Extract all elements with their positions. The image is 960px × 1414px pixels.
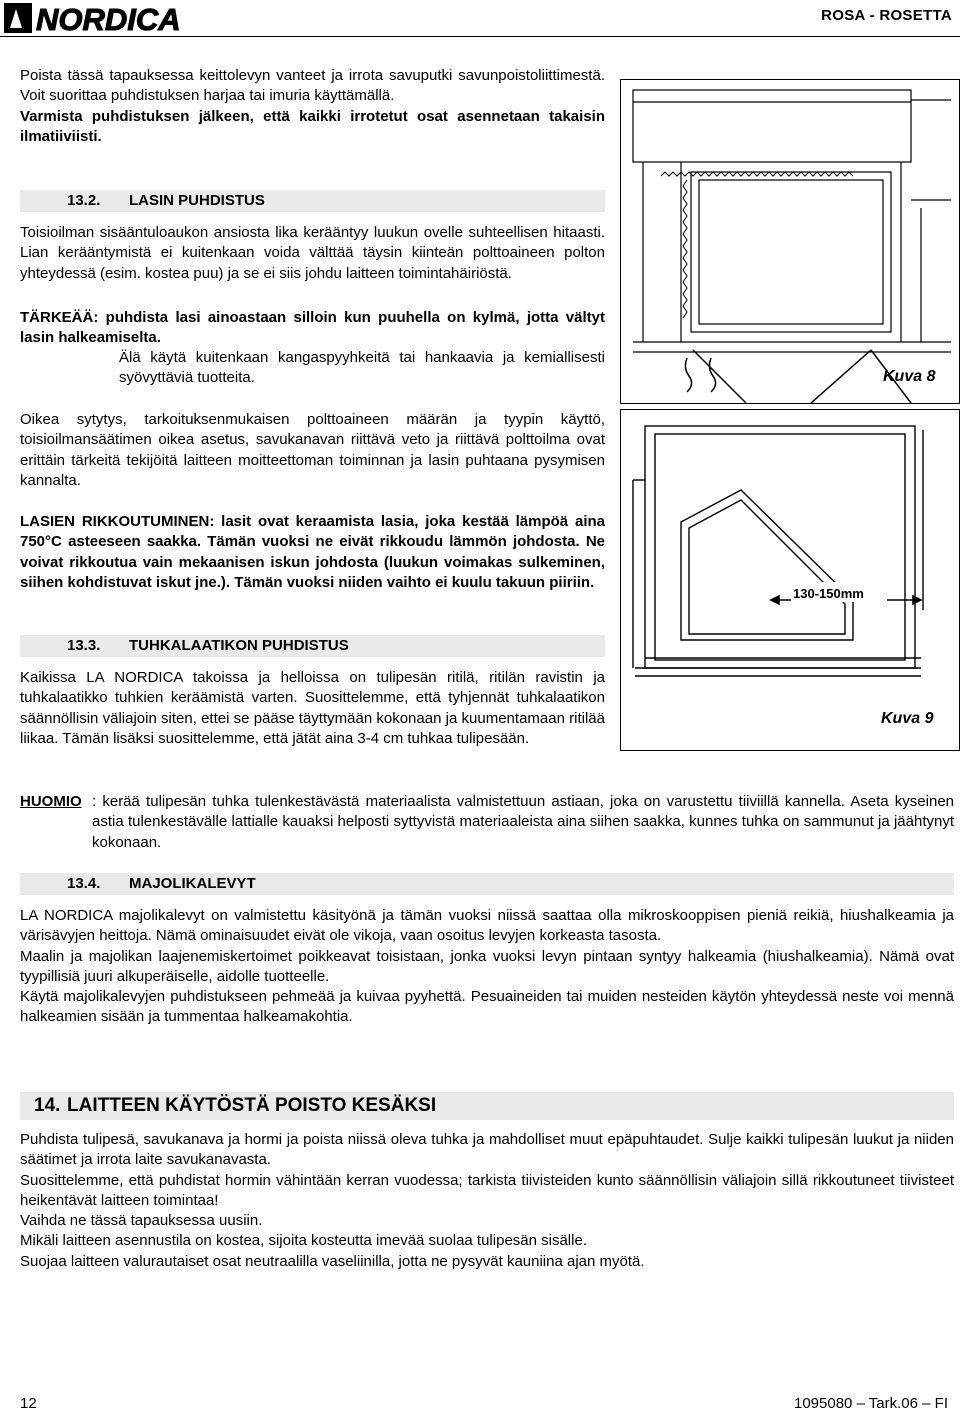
- section-title: LAITTEEN KÄYTÖSTÄ POISTO KESÄKSI: [67, 1095, 437, 1116]
- intro-block: [20, 66, 605, 147]
- figure-8-label: Kuva 8: [883, 368, 936, 385]
- nordica-logo: [0, 0, 190, 36]
- majolica-paragraph-3: Käytä majolikalevyjen puhdistukseen pehmeää ja kuivaa pyyhettä. Pesuaineiden tai muiden nesteiden käytön yhteydessä neste voi mennä halkeamien sisään ja tummentaa halkeamakohtia.: [20, 988, 954, 1026]
- note-label: HUOMIO: [20, 793, 82, 810]
- note-text-wrapper: [92, 792, 954, 853]
- section-title: TUHKALAATIKON PUHDISTUS: [129, 637, 349, 654]
- section-number: 13.2.: [67, 192, 101, 209]
- section-number: 13.4.: [67, 875, 101, 892]
- section-13-4-heading: [20, 873, 954, 895]
- important-bold-text: puhdista lasi ainoastaan silloin kun puuhella on kylmä, jotta vältyt lasin halkeamiselta.: [20, 309, 605, 347]
- important-note: [20, 308, 605, 349]
- header-rule: [0, 36, 960, 37]
- section-number: 13.3.: [67, 637, 101, 654]
- ignition-paragraph: Oikea sytytys, tarkoituksenmukaisen polttoaineen määrän ja tyypin käyttö, toisioilmansäätimen oikea asetus, savukanavan riittävä veto ja riittävä polttoilma ovat erittäin tärkeitä tekijöitä laitteen moitteettoman toiminnan ja lasin puhtaana pysymisen kannalta.: [20, 411, 605, 489]
- section-title: MAJOLIKALEVYT: [129, 875, 256, 892]
- ash-drawer-paragraph: Kaikissa LA NORDICA takoissa ja helloissa on tulipesän ritilä, ritilän ravistin ja tuhkalaatikko tuhkien keräämistä varten. Suosittelemme, että tyhjennät tuhkalaatikon säännöllisin väliajoin siten, ettei se pääse täyttymään kokonaan ja kuumentamaan ritilää liikaa. Tämän lisäksi suosittelemme, että jätät aina 3-4 cm tuhkaa tulipesään.: [20, 669, 605, 747]
- important-rest-text: Älä käytä kuitenkaan kangaspyyhkeitä tai hankaavia ja kemiallisesti syövyttäviä tuotteita.: [119, 349, 605, 387]
- summer-paragraph-2: Suosittelemme, että puhdistat hormin vähintään kerran vuodessa; tarkista tiivisteiden kunto säännöllisin väliajoin sillä rikkoutuneet tiivisteet heikentävät laitteen toimintaa!: [20, 1171, 954, 1209]
- document-title: ROSA - ROSETTA: [821, 7, 952, 24]
- note-text: [92, 792, 954, 853]
- summer-block: [20, 1130, 954, 1272]
- section-14-heading: [20, 1092, 954, 1120]
- majolica-paragraph-1: LA NORDICA majolikalevyt on valmistettu käsityönä ja tämän vuoksi niissä saattaa olla mikroskooppisen pieniä reikiä, hiushalkeamia ja värisävyjen heittoja. Nämä ominaisuudet eivät ole vikoja, vaan osoitus levyjen korkeasta tasosta.: [20, 907, 954, 945]
- logo-text: NORDICA: [36, 2, 181, 36]
- intro-paragraph-1: Poista tässä tapauksessa keittolevyn vanteet ja irrota savuputki savunpoistoliittimestä. Voit suorittaa puhdistuksen harjaa tai imuria käyttämällä.: [20, 67, 605, 105]
- section-title: LASIN PUHDISTUS: [129, 192, 265, 209]
- figure-9: [620, 409, 960, 751]
- important-label: TÄRKEÄÄ:: [20, 309, 99, 326]
- section-13-2-heading: [20, 190, 605, 212]
- summer-paragraph-4: Mikäli laitteen asennustila on kostea, sijoita kosteutta imevää suolaa tulipesän sisälle.: [20, 1232, 587, 1250]
- document-code: 1095080 – Tark.06 – FI: [794, 1395, 948, 1412]
- summer-paragraph-3: Vaihda ne tässä tapauksessa uusiin.: [20, 1212, 263, 1230]
- summer-paragraph-5: Suojaa laitteen valurautaiset osat neutraalilla vaseliinilla, jotta ne pysyvät kauniina ajan myötä.: [20, 1252, 645, 1270]
- figure-8: [620, 79, 960, 404]
- figure-9-label: Kuva 9: [881, 710, 934, 727]
- stove-door-illustration: [621, 80, 959, 403]
- glass-cleaning-paragraph: Toisioilman sisääntuloaukon ansiosta lika kerääntyy luukun ovelle suhteellisen hitaasti. Lian kerääntymistä ei kuitenkaan voida välttää täysin kiinteän polttoaineen polton yhteydessä (esim. kostea puu) ja se ei siis johdu laitteen toimintahäiriöstä.: [20, 224, 605, 282]
- section-number: 14.: [34, 1095, 61, 1116]
- summer-paragraph-1: Puhdista tulipesä, savukanava ja hormi ja poista niissä oleva tuhka ja mahdolliset muut epäpuhtaudet. Sulje kaikki tulipesän luukut ja niiden säätimet ja irrota laite savukanavasta.: [20, 1131, 954, 1169]
- ash-drawer-illustration: [621, 410, 959, 750]
- note-text-content: : kerää tulipesän tuhka tulenkestävästä materiaalista valmistettuun astiaan, joka on varustettu tiiviillä kannella. Aseta kyseinen astia tulenkestävälle lattialle kauaksi helposti syttyvistä materiaaleista aina siihen saakka, kunnes tuhka on sammunut ja jäähtynyt kokonaan.: [92, 793, 954, 851]
- glass-breakage-paragraph: LASIEN RIKKOUTUMINEN: lasit ovat keraamista lasia, joka kestää lämpöä aina 750°C asteeseen saakka. Tämän vuoksi ne eivät rikkoudu lämmön johdosta. Ne voivat rikkoutua vain mekaanisen iskun johdosta (luukun voimakas sulkeminen, siihen kohdistuvat iskut jne.). Tämän vuoksi niiden vaihto ei kuulu takuun piiriin.: [20, 513, 605, 591]
- dimension-label: 130-150mm: [793, 586, 864, 601]
- page-number: 12: [20, 1395, 37, 1412]
- majolica-paragraph-2: Maalin ja majolikan laajenemiskertoimet poikkeavat toisistaan, jonka vuoksi levyn pintaan syntyy halkeamia (hiushalkeamia). Nämä ovat tyypillisiä juuri alkuperäiselle, aidolle tuotteelle.: [20, 947, 954, 985]
- section-13-3-heading: [20, 635, 605, 657]
- intro-paragraph-2: Varmista puhdistuksen jälkeen, että kaikki irrotetut osat asennetaan takaisin ilmatiiviisti.: [20, 107, 605, 145]
- majolica-block: [20, 906, 954, 1028]
